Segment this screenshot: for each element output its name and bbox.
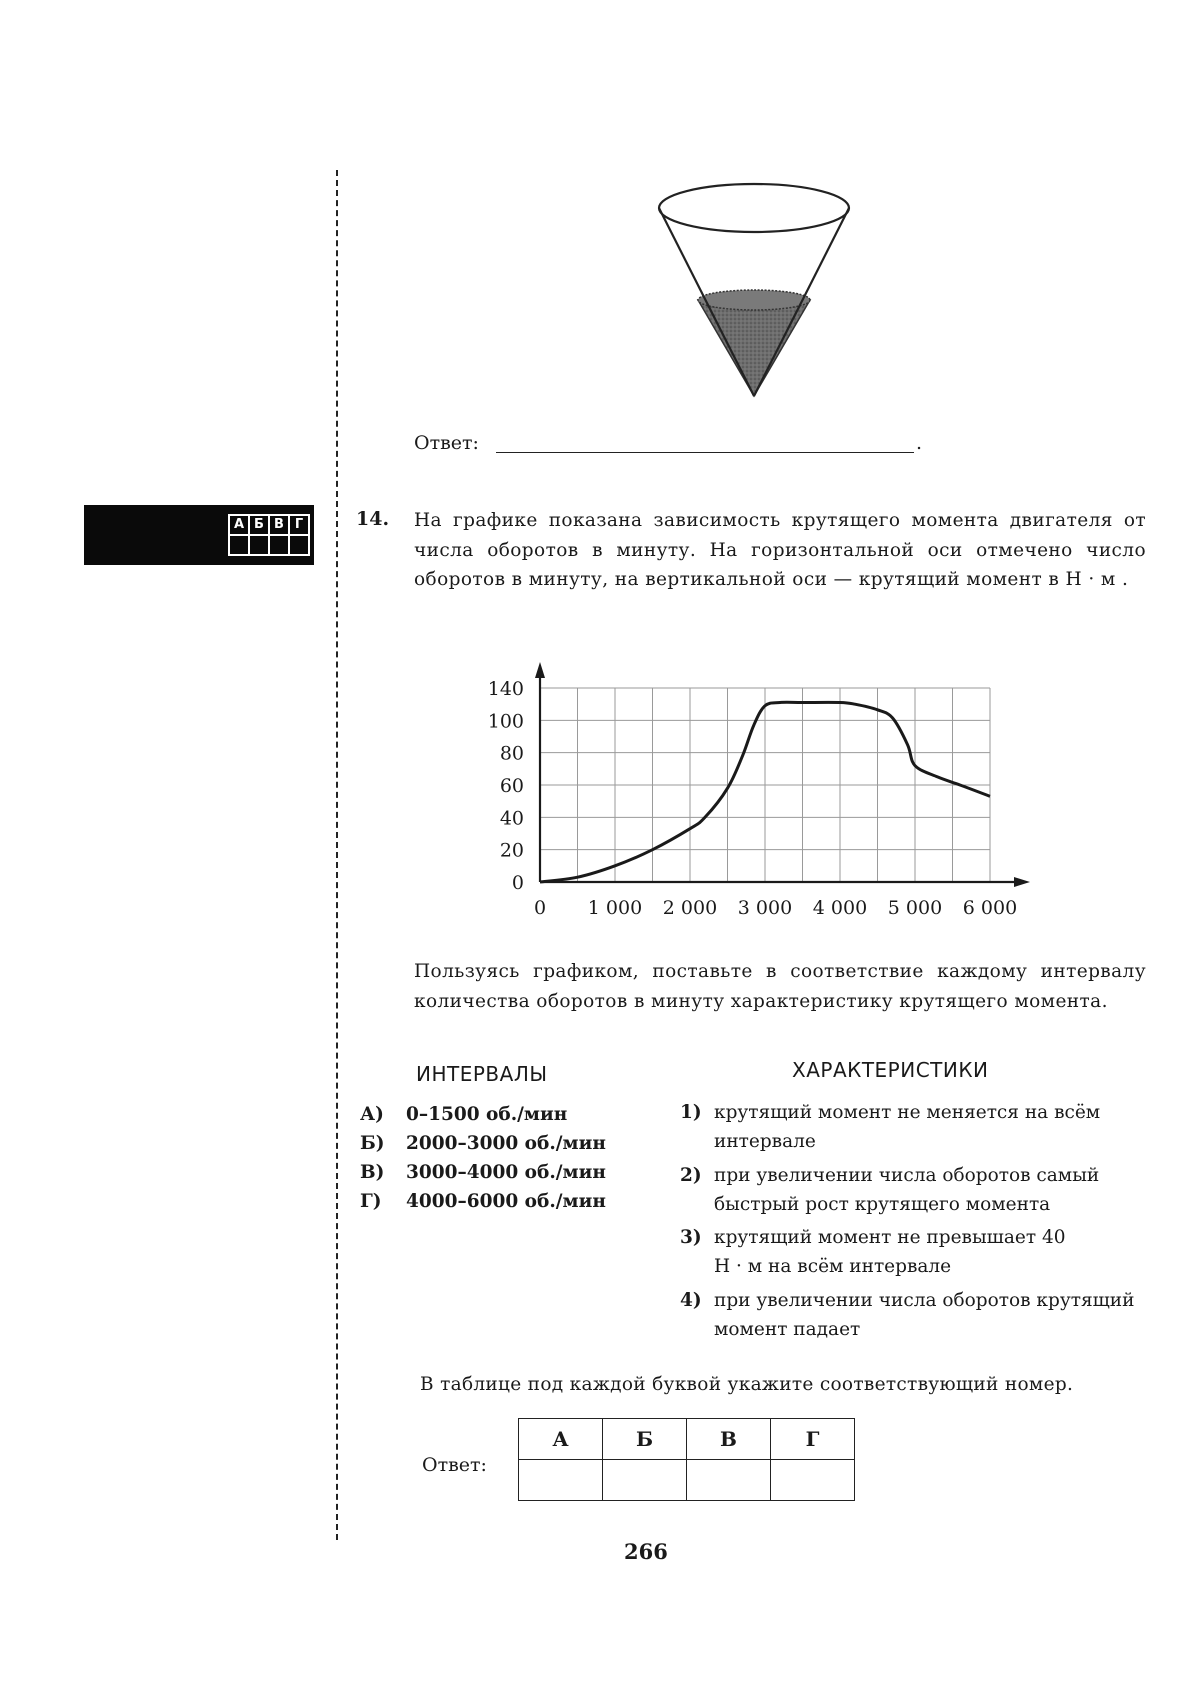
cone-figure	[650, 178, 860, 403]
answer-cell-g[interactable]	[771, 1460, 855, 1501]
interval-letter: В)	[360, 1162, 385, 1183]
interval-letter: Г)	[360, 1191, 382, 1212]
interval-letter: Б)	[360, 1133, 385, 1154]
interval-text: 4000–6000 об./мин	[406, 1191, 606, 1212]
characteristic-number: 1)	[680, 1102, 702, 1123]
question-number: 14.	[356, 508, 390, 530]
characteristic-2	[680, 1161, 1150, 1219]
y-tick-label: 0	[511, 872, 524, 894]
y-tick-label: 60	[499, 775, 524, 797]
previous-answer-label: Ответ:	[414, 432, 479, 454]
answer-label: Ответ:	[422, 1454, 487, 1476]
answer-cell-v[interactable]	[687, 1460, 771, 1501]
answer-header-b: Б	[603, 1419, 687, 1460]
characteristic-number: 3)	[680, 1227, 702, 1248]
cut-line	[336, 170, 338, 1540]
y-tick-label: 80	[499, 742, 524, 765]
x-tick-label: 1 000	[587, 897, 643, 919]
characteristic-3	[680, 1223, 1080, 1281]
interval-text: 3000–4000 об./мин	[406, 1162, 606, 1183]
x-tick-label: 2 000	[662, 897, 718, 919]
x-axis-arrow	[1014, 877, 1030, 887]
interval-text: 2000–3000 об./мин	[406, 1133, 606, 1154]
y-axis-arrow	[535, 662, 545, 678]
sidebar-letter-a: А	[229, 515, 249, 535]
interval-v	[360, 1162, 606, 1183]
answer-header-a: А	[519, 1419, 603, 1460]
y-tick-label: 140	[487, 678, 524, 700]
page-number: 266	[624, 1539, 668, 1564]
sidebar-letter-g: Г	[289, 515, 309, 535]
y-tick-label: 100	[487, 710, 524, 733]
characteristic-1	[680, 1098, 1150, 1156]
x-tick-label: 3 000	[737, 897, 793, 919]
interval-text: 0–1500 об./мин	[406, 1104, 568, 1125]
sidebar-letter-b: Б	[249, 515, 269, 535]
characteristic-text: при увеличении числа оборотов крутящий момент падает	[714, 1290, 1135, 1340]
x-tick-label: 0	[533, 897, 547, 919]
answer-cell-a[interactable]	[519, 1460, 603, 1501]
answer-cell-b[interactable]	[603, 1460, 687, 1501]
question-text: На графике показана зависимость крутящего момента двигателя от числа оборотов в минуту. На горизонтальной оси отмечено число оборотов в минуту, на вертикальной оси — крутящий момент в Н · м .	[414, 510, 1146, 590]
intervals-header: ИНТЕРВАЛЫ	[416, 1062, 548, 1086]
y-tick-label: 20	[499, 839, 524, 862]
previous-answer-end: .	[916, 432, 923, 454]
chart-grid	[540, 688, 990, 882]
sidebar-cell[interactable]	[249, 535, 269, 555]
answer-table	[518, 1418, 855, 1501]
x-tick-label: 4 000	[812, 897, 868, 919]
x-tick-label: 6 000	[962, 897, 1018, 919]
torque-chart	[460, 648, 1040, 928]
table-instruction: В таблице под каждой буквой укажите соответствующий номер.	[420, 1374, 1074, 1395]
matching-instruction: Пользуясь графиком, поставьте в соответствие каждому интервалу количества оборотов в минуту характеристику крутящего момента.	[414, 961, 1146, 1012]
y-tick-label: 40	[499, 807, 524, 830]
sidebar-letter-v: В	[269, 515, 289, 535]
y-tick-labels	[488, 678, 524, 894]
x-tick-label: 5 000	[887, 897, 943, 919]
interval-g	[360, 1191, 606, 1212]
sidebar-cell[interactable]	[229, 535, 249, 555]
chart-axes	[535, 662, 1030, 887]
x-tick-labels	[534, 897, 1017, 919]
characteristics-header: ХАРАКТЕРИСТИКИ	[792, 1058, 989, 1082]
interval-b	[360, 1133, 606, 1154]
interval-a	[360, 1104, 567, 1125]
characteristic-4	[680, 1286, 1150, 1344]
sidebar-cell[interactable]	[269, 535, 289, 555]
characteristic-number: 4)	[680, 1290, 702, 1311]
characteristic-text: крутящий момент не превышает 40 Н · м на всём интервале	[714, 1227, 1066, 1277]
sidebar-cell[interactable]	[289, 535, 309, 555]
characteristic-text: при увеличении числа оборотов самый быстрый рост крутящего момента	[714, 1165, 1100, 1215]
interval-letter: А)	[360, 1104, 384, 1125]
answer-header-g: Г	[771, 1419, 855, 1460]
answer-header-v: В	[687, 1419, 771, 1460]
previous-answer-field[interactable]	[496, 452, 914, 453]
sidebar-answer-grid[interactable]	[228, 514, 310, 556]
characteristic-number: 2)	[680, 1165, 702, 1186]
characteristic-text: крутящий момент не меняется на всём интервале	[714, 1102, 1101, 1152]
